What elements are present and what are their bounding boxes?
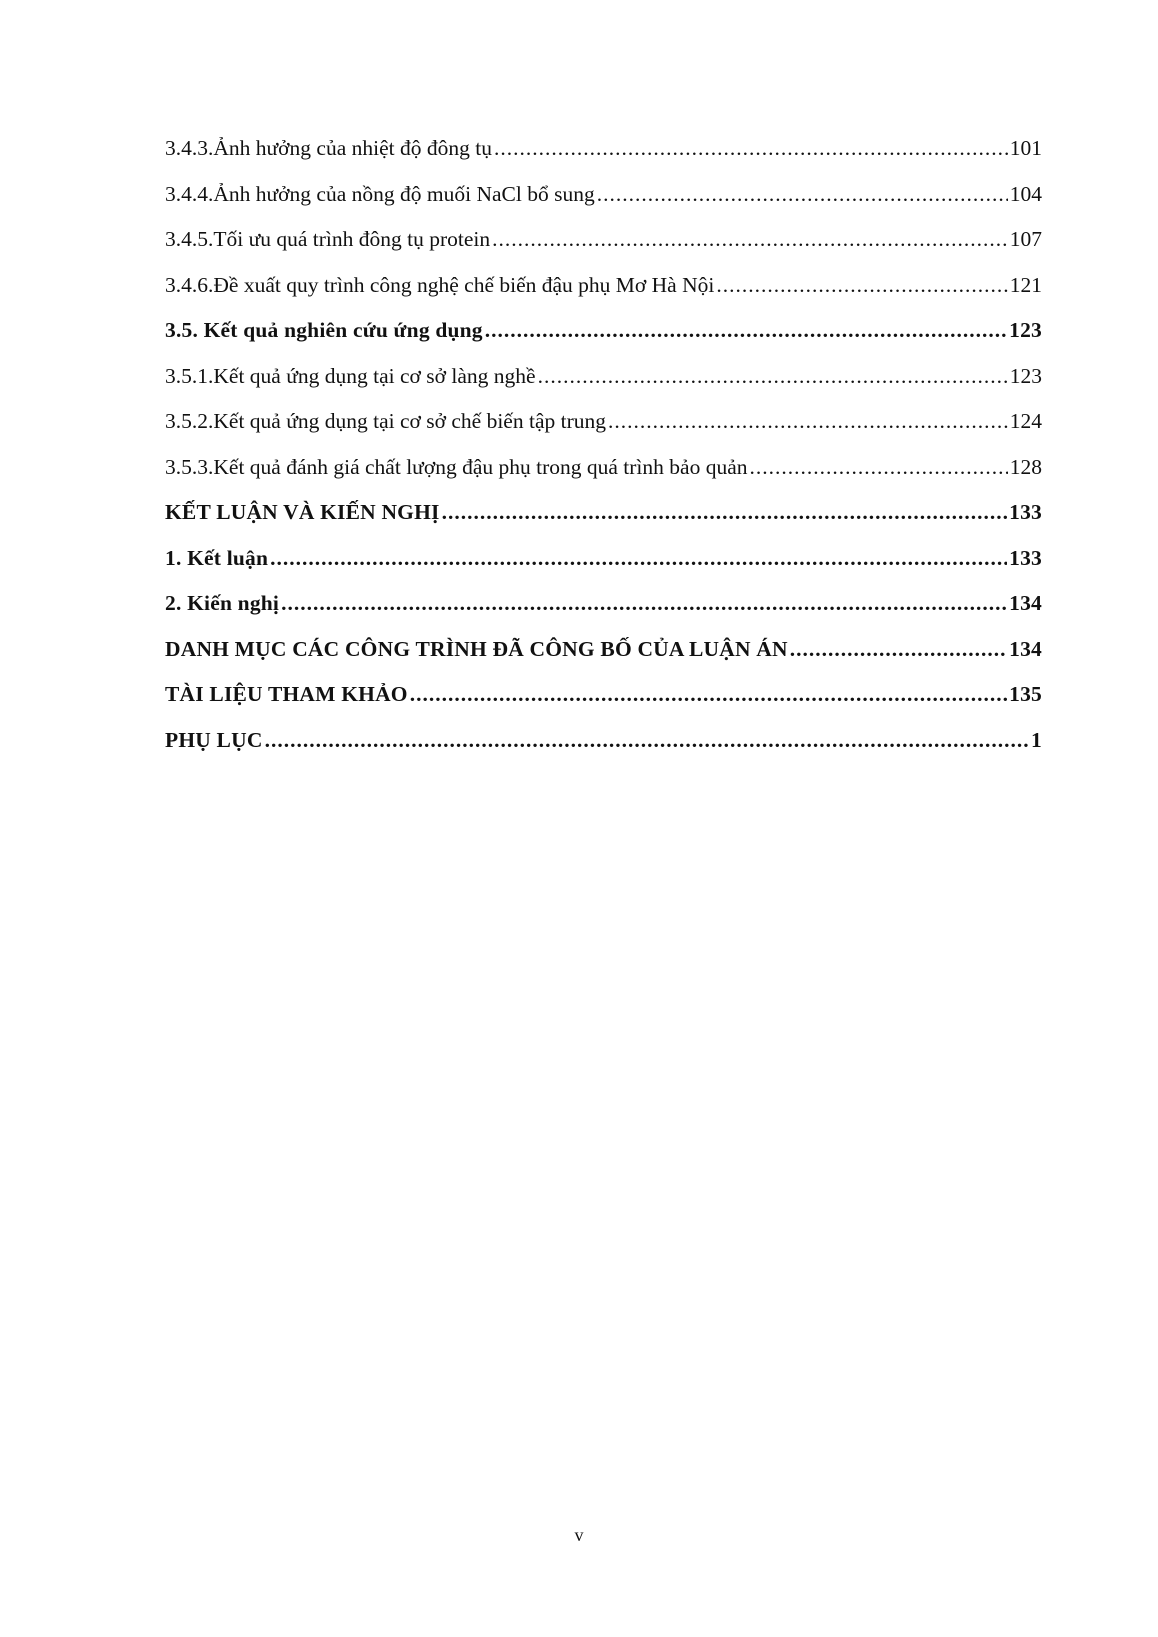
toc-entry-title: 3.5.2.Kết quả ứng dụng tại cơ sở chế biến tập trung xyxy=(165,409,607,433)
toc-dot-leader xyxy=(716,270,1007,300)
toc-entry-title: PHỤ LỤC xyxy=(165,727,263,752)
toc-entry[interactable] xyxy=(165,224,1042,270)
toc-dot-leader xyxy=(597,179,1008,209)
toc-entry-page: 134 xyxy=(1009,636,1042,661)
toc-entry-page: 123 xyxy=(1009,318,1042,342)
toc-entry-title: KẾT LUẬN VÀ KIẾN NGHỊ xyxy=(165,500,440,524)
toc-entry-title: DANH MỤC CÁC CÔNG TRÌNH ĐÃ CÔNG BỐ CỦA LUẬN ÁN xyxy=(165,636,788,661)
toc-dot-leader xyxy=(265,725,1029,755)
toc-entry-title: 3.4.6.Đề xuất quy trình công nghệ chế biến đậu phụ Mơ Hà Nội xyxy=(165,272,715,297)
toc-entry[interactable] xyxy=(165,361,1042,407)
table-of-contents xyxy=(165,133,1042,770)
toc-entry-page: 123 xyxy=(1009,363,1042,388)
toc-entry[interactable] xyxy=(165,725,1042,771)
toc-dot-leader xyxy=(492,224,1008,254)
toc-dot-leader xyxy=(538,361,1008,391)
toc-dot-leader xyxy=(790,634,1007,664)
toc-entry-title: TÀI LIỆU THAM KHẢO xyxy=(165,682,408,706)
toc-entry[interactable] xyxy=(165,179,1042,225)
toc-entry-page: 134 xyxy=(1009,591,1042,615)
toc-entry-page: 133 xyxy=(1009,500,1042,524)
toc-entry-page: 107 xyxy=(1009,227,1042,251)
toc-entry-title: 2. Kiến nghị xyxy=(165,591,280,615)
toc-dot-leader xyxy=(442,497,1008,527)
toc-dot-leader xyxy=(608,406,1008,436)
toc-entry[interactable] xyxy=(165,315,1042,361)
toc-entry[interactable] xyxy=(165,543,1042,589)
toc-entry[interactable] xyxy=(165,588,1042,634)
toc-dot-leader xyxy=(494,133,1008,163)
toc-entry-page: 124 xyxy=(1009,409,1042,433)
toc-dot-leader xyxy=(749,452,1007,482)
toc-dot-leader xyxy=(485,315,1007,345)
toc-entry-title: 3.4.3.Ảnh hưởng của nhiệt độ đông tụ xyxy=(165,136,492,160)
toc-entry-title: 1. Kết luận xyxy=(165,545,269,570)
toc-entry[interactable] xyxy=(165,270,1042,316)
toc-entry-page: 1 xyxy=(1031,727,1042,752)
toc-dot-leader xyxy=(410,679,1007,709)
toc-entry-page: 101 xyxy=(1009,136,1042,160)
page-number: v xyxy=(574,1525,584,1545)
toc-entry-page: 135 xyxy=(1009,682,1042,706)
toc-entry[interactable] xyxy=(165,452,1042,498)
toc-entry-title: 3.4.5.Tối ưu quá trình đông tụ protein xyxy=(165,227,491,251)
toc-entry[interactable] xyxy=(165,497,1042,543)
toc-entry[interactable] xyxy=(165,679,1042,725)
toc-entry[interactable] xyxy=(165,133,1042,179)
toc-entry-title: 3.5.3.Kết quả đánh giá chất lượng đậu phụ trong quá trình bảo quản xyxy=(165,454,748,479)
toc-dot-leader xyxy=(281,588,1007,618)
toc-entry-page: 133 xyxy=(1009,545,1042,570)
toc-entry-page: 121 xyxy=(1009,272,1042,297)
toc-entry[interactable] xyxy=(165,634,1042,680)
toc-entry-title: 3.5.1.Kết quả ứng dụng tại cơ sở làng nghề xyxy=(165,363,536,388)
toc-entry-page: 128 xyxy=(1009,454,1042,479)
toc-entry-title: 3.5. Kết quả nghiên cứu ứng dụng xyxy=(165,318,483,342)
toc-dot-leader xyxy=(270,543,1007,573)
toc-entry-title: 3.4.4.Ảnh hưởng của nồng độ muối NaCl bổ sung xyxy=(165,181,595,206)
toc-entry-page: 104 xyxy=(1009,181,1042,206)
toc-entry[interactable] xyxy=(165,406,1042,452)
